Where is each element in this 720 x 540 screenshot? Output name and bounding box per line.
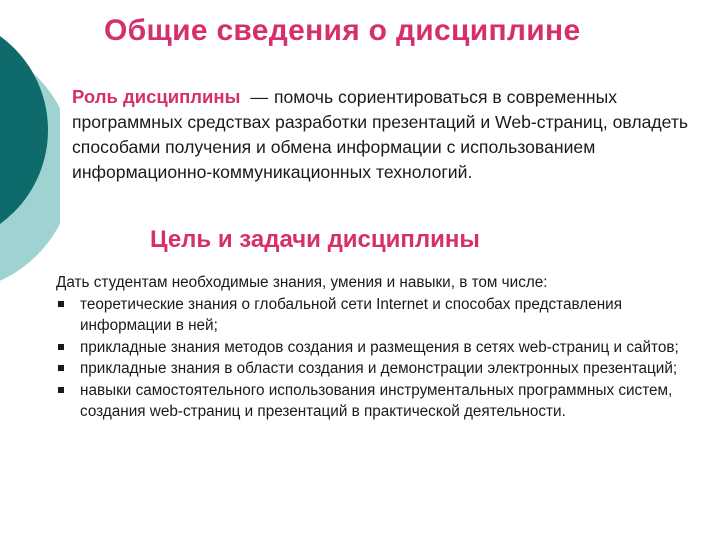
goals-list-item (56, 380, 696, 423)
goals-list-item-text: теоретические знания о глобальной сети Internet и способах представления информации в ней; (80, 295, 623, 334)
goals-intro: Дать студентам необходимые знания, умения и навыки, в том числе: (56, 274, 548, 291)
square-bullet-icon (58, 344, 64, 350)
goals-list-item-text: прикладные знания методов создания и размещения в сетях web-страниц и сайтов; (80, 338, 679, 356)
goals-list (56, 294, 696, 423)
role-text: помочь сориентироваться в современных программных средствах разработки презентаций и Web-страниц, овладеть способами получения и обмена информации с использованием информационно-коммуникационных технологий. (72, 87, 689, 182)
square-bullet-icon (58, 387, 64, 393)
goals-list-item (56, 337, 696, 359)
square-bullet-icon (58, 301, 64, 307)
role-paragraph (72, 84, 702, 185)
decorative-circles (0, 0, 60, 300)
square-bullet-icon (58, 365, 64, 371)
role-dash: — (250, 87, 268, 107)
role-label: Роль дисциплины (72, 86, 241, 107)
slide-title: Общие сведения о дисциплине (104, 14, 581, 47)
goals-list-item-text: прикладные знания в области создания и демонстрации электронных презентаций; (80, 360, 678, 377)
goals-heading: Цель и задачи дисциплины (150, 226, 480, 253)
goals-list-item (56, 358, 696, 380)
goals-list-item (56, 294, 696, 337)
goals-list-item-text: навыки самостоятельного использования инструментальных программных систем, создания web-страниц и презентаций в практической деятельности. (80, 381, 673, 420)
decorative-circles-graphic (0, 0, 60, 300)
goals-section (56, 272, 696, 423)
